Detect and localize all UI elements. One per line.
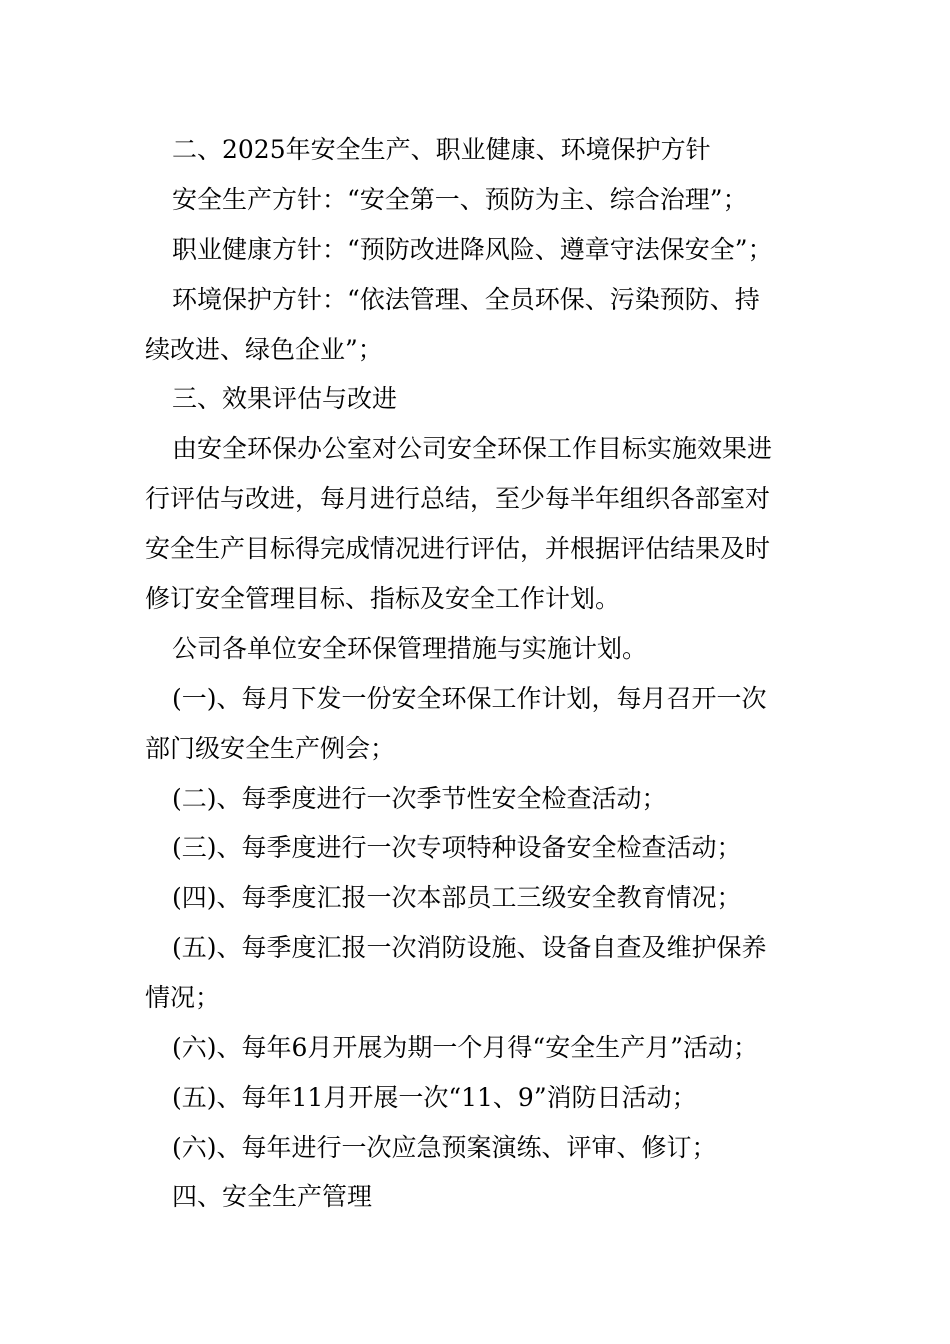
measures-intro-line: 公司各单位安全环保管理措施与实施计划。 <box>172 634 648 663</box>
environment-policy-line-continued: 续改进、绿色企业”； <box>145 335 383 364</box>
heading-policy: 二、2025年安全生产、职业健康、环境保护方针 <box>172 135 711 164</box>
environment-policy-line: 环境保护方针：“依法管理、全员环保、污染预防、持 <box>172 285 760 314</box>
measure-item-continued: 情况； <box>145 983 221 1012</box>
heading-safety-management: 四、安全生产管理 <box>172 1182 373 1211</box>
measure-item: (二)、每季度进行一次季节性安全检查活动； <box>172 784 667 813</box>
evaluation-paragraph-line: 修订安全管理目标、指标及安全工作计划。 <box>145 584 621 613</box>
safety-policy-line: 安全生产方针：“安全第一、预防为主、综合治理”； <box>172 185 748 214</box>
measure-item: (六)、每年进行一次应急预案演练、评审、修订； <box>172 1133 717 1162</box>
measure-item-continued: 部门级安全生产例会； <box>145 734 396 763</box>
measure-item: (三)、每季度进行一次专项特种设备安全检查活动； <box>172 833 742 862</box>
measure-item: (五)、每季度汇报一次消防设施、设备自查及维护保养 <box>172 933 767 962</box>
heading-evaluation: 三、效果评估与改进 <box>172 384 398 413</box>
evaluation-paragraph-line: 由安全环保办公室对公司安全环保工作目标实施效果进 <box>172 434 773 463</box>
evaluation-paragraph-line: 行评估与改进，每月进行总结，至少每半年组织各部室对 <box>145 484 771 513</box>
measure-item: (一)、每月下发一份安全环保工作计划，每月召开一次 <box>172 684 767 713</box>
measure-item: (四)、每季度汇报一次本部员工三级安全教育情况； <box>172 883 742 912</box>
health-policy-line: 职业健康方针：“预防改进降风险、遵章守法保安全”； <box>172 235 773 264</box>
measure-item: (五)、每年11月开展一次“11、9”消防日活动； <box>172 1083 697 1112</box>
evaluation-paragraph-line: 安全生产目标得完成情况进行评估，并根据评估结果及时 <box>145 534 771 563</box>
measure-item: (六)、每年6月开展为期一个月得“安全生产月”活动； <box>172 1033 758 1062</box>
